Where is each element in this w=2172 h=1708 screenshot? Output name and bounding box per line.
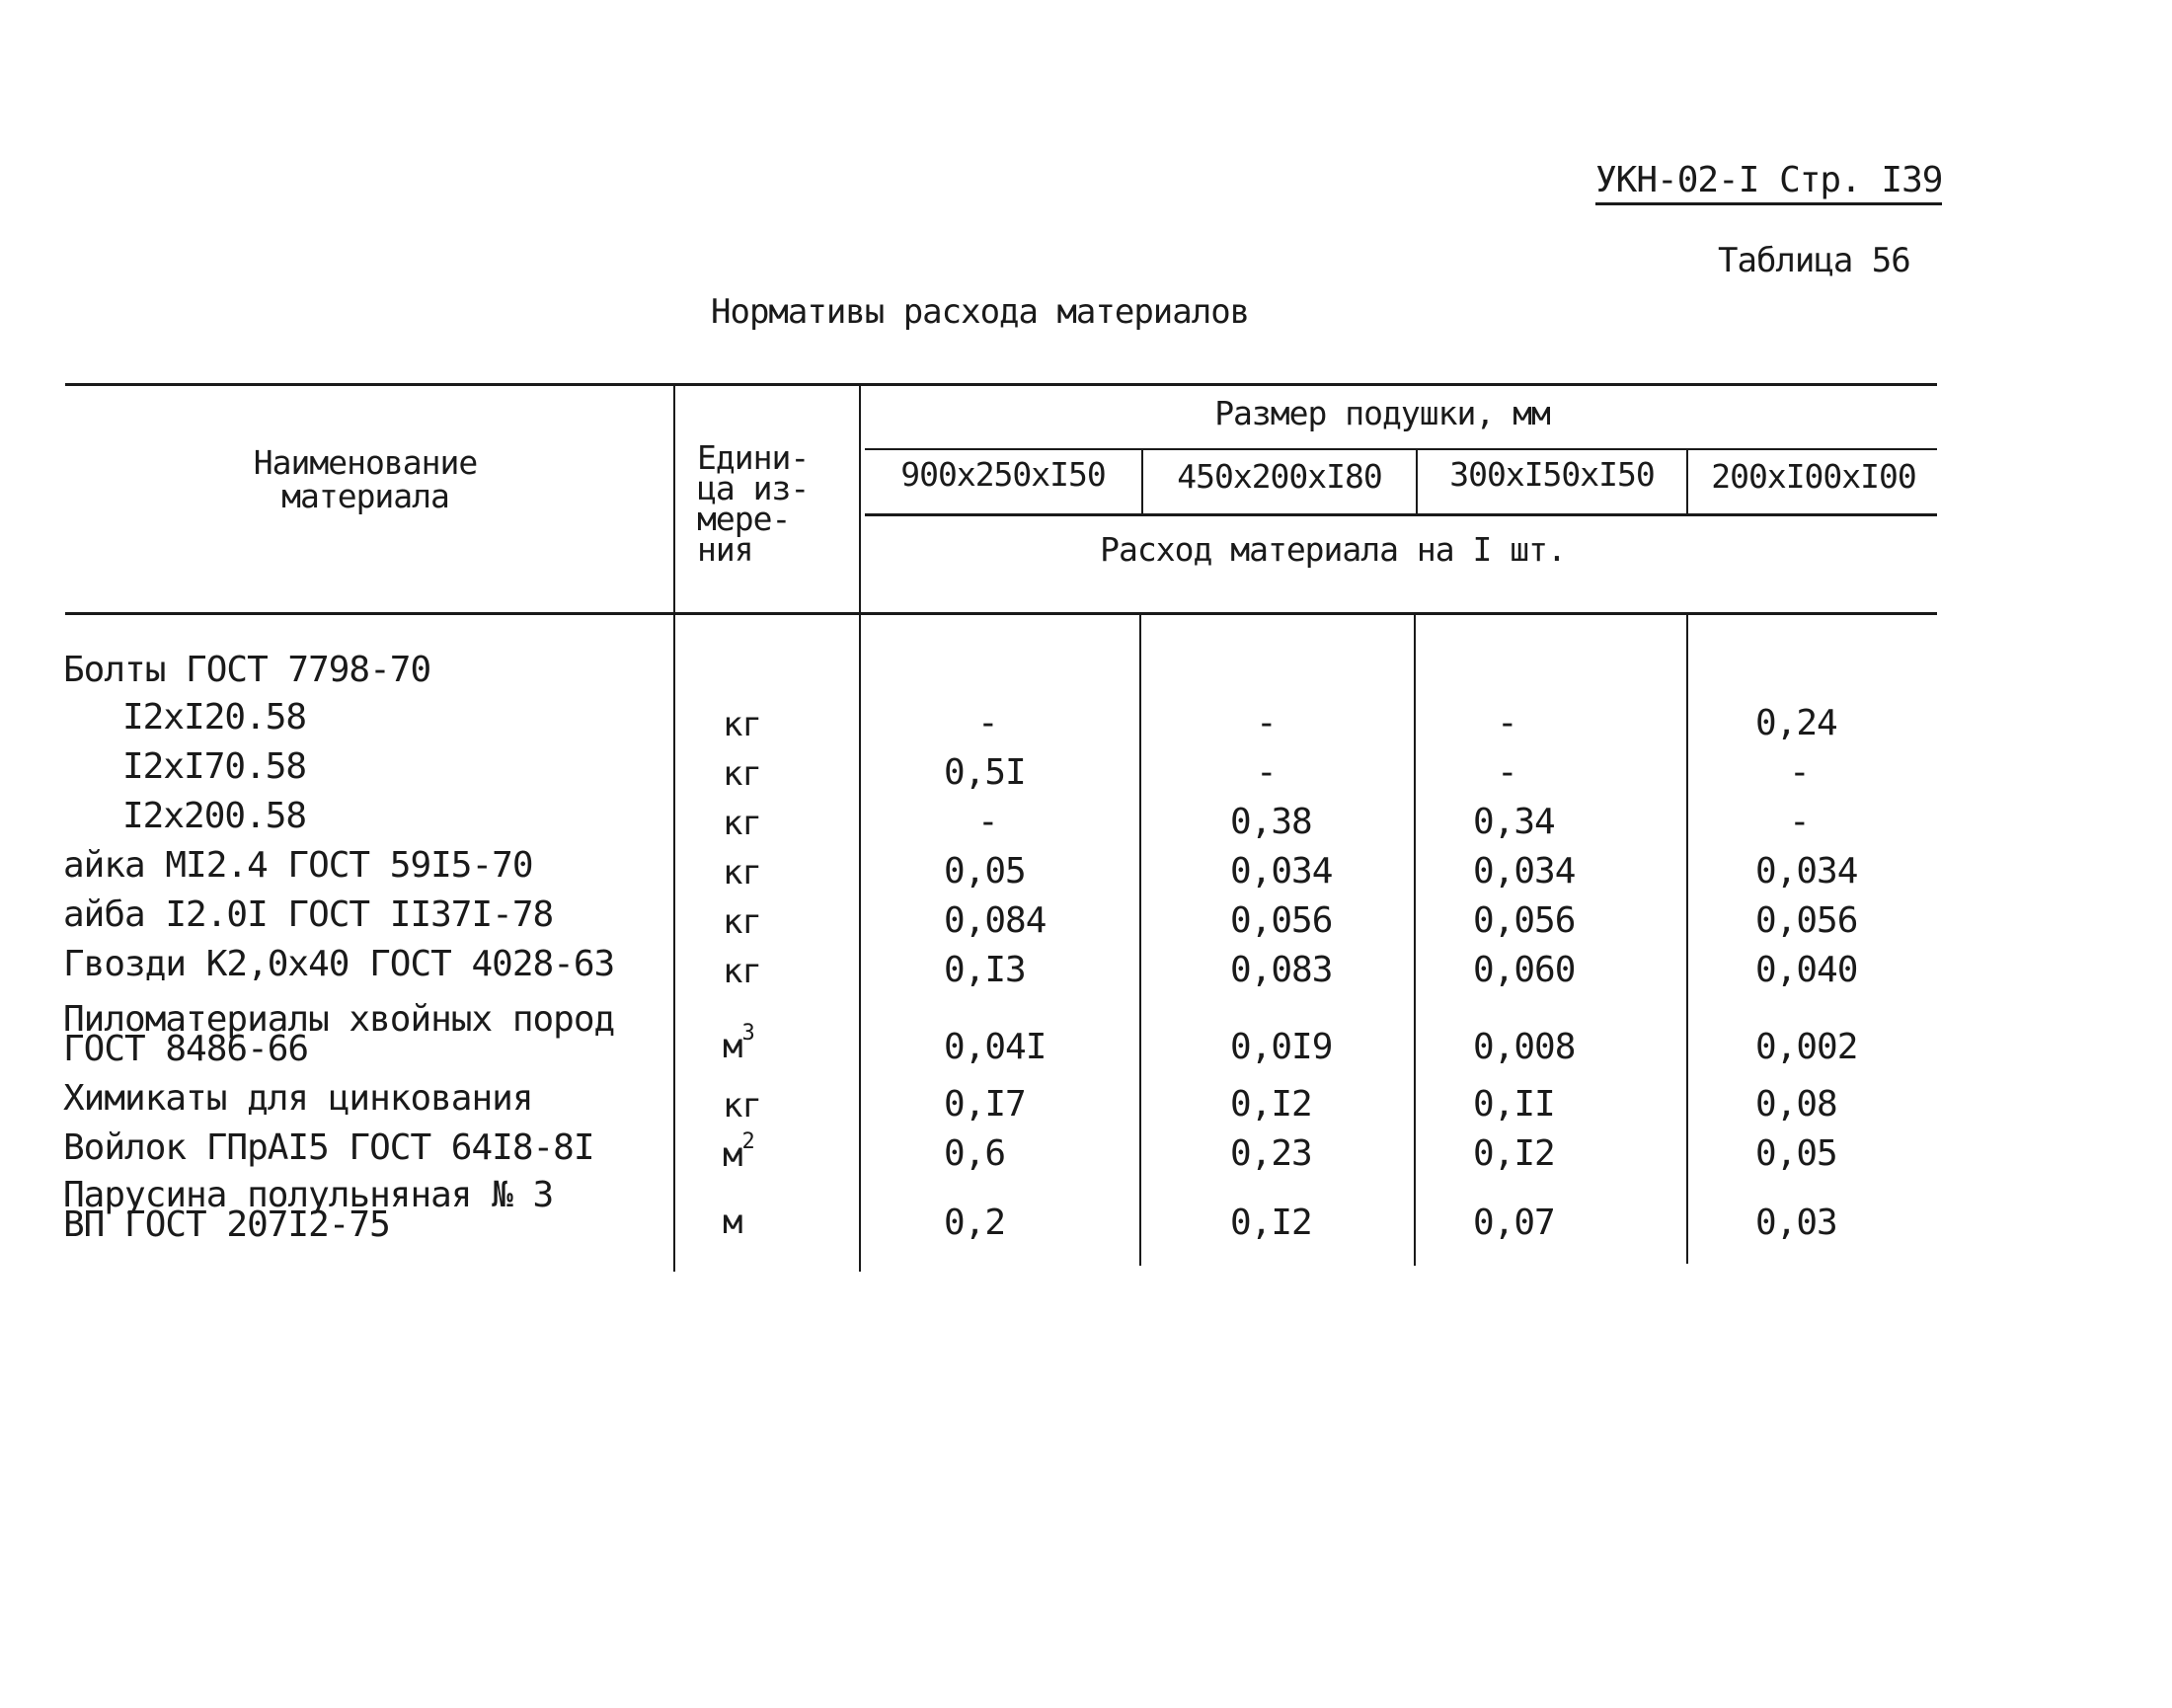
row-material-name: Химикаты для цинкования — [63, 1078, 533, 1119]
value-cell-col-1: - — [977, 802, 998, 842]
row-unit — [723, 952, 761, 991]
value-cell-col-4: 0,002 — [1755, 1027, 1858, 1067]
value-cell-col-1: 0,I7 — [944, 1084, 1026, 1125]
value-cell-col-1: 0,5I — [944, 752, 1026, 793]
unit-symbol: кг — [723, 1086, 761, 1126]
value-cell-col-4: - — [1789, 752, 1810, 793]
row-material-name: Парусина полульняная № 3 ВП ГОСТ 207I2-75 — [63, 1175, 554, 1245]
row-material-name: айка MI2.4 ГОСТ 59I5-70 — [63, 845, 533, 886]
unit-symbol: кг — [723, 804, 761, 843]
value-cell-col-3: - — [1497, 752, 1517, 793]
row-unit — [723, 754, 761, 794]
row-material-name: Гвозди K2,0x40 ГОСТ 4028-63 — [63, 944, 615, 984]
unit-symbol: кг — [723, 952, 761, 991]
value-cell-col-2: - — [1256, 752, 1277, 793]
divider-unit-values — [859, 383, 861, 1272]
value-cell-col-4: 0,24 — [1755, 703, 1837, 743]
row-unit — [723, 1086, 761, 1126]
value-cell-col-2: 0,38 — [1230, 802, 1312, 842]
unit-symbol: кг — [723, 902, 761, 942]
unit-exponent: 3 — [741, 1021, 754, 1046]
value-cell-col-4: 0,03 — [1755, 1203, 1837, 1243]
value-cell-col-3: 0,I2 — [1473, 1133, 1555, 1174]
header-size-3: 300xI50xI50 — [1449, 455, 1655, 494]
unit-symbol: м — [723, 1027, 742, 1066]
value-cell-col-2: 0,23 — [1230, 1133, 1312, 1174]
row-unit — [723, 804, 761, 843]
row-unit — [723, 1021, 754, 1066]
unit-symbol: кг — [723, 853, 761, 893]
table-top-rule — [65, 383, 1937, 386]
row-material-name: Пиломатериалы хвойных пород ГОСТ 8486-66 — [63, 999, 615, 1069]
value-cell-col-1: 0,6 — [944, 1133, 1006, 1174]
row-material-name: I2xI20.58 — [122, 697, 307, 738]
row-material-name: айба I2.0I ГОСТ II37I-78 — [63, 894, 554, 935]
divider-col3-col4 — [1686, 612, 1688, 1264]
row-material-name: I2xI70.58 — [122, 746, 307, 787]
value-cell-col-2: 0,034 — [1230, 851, 1333, 892]
value-cell-col-3: 0,II — [1473, 1084, 1555, 1125]
row-unit — [723, 902, 761, 942]
header-size-4: 200xI00xI00 — [1711, 457, 1916, 496]
value-cell-col-3: 0,060 — [1473, 950, 1576, 990]
value-cell-col-1: 0,04I — [944, 1027, 1047, 1067]
value-cell-col-4: - — [1789, 802, 1810, 842]
row-material-name: I2x200.58 — [122, 796, 307, 836]
value-cell-col-1: 0,084 — [944, 900, 1047, 941]
value-cell-col-2: 0,083 — [1230, 950, 1333, 990]
row-material-name: Болты ГОСТ 7798-70 — [63, 650, 431, 690]
value-cell-col-3: 0,034 — [1473, 851, 1576, 892]
value-cell-col-4: 0,040 — [1755, 950, 1858, 990]
value-cell-col-1: - — [977, 703, 998, 743]
row-unit — [723, 1203, 741, 1242]
value-cell-col-4: 0,05 — [1755, 1133, 1837, 1174]
value-cell-col-2: 0,I2 — [1230, 1203, 1312, 1243]
value-cell-col-3: - — [1497, 703, 1517, 743]
value-cell-col-4: 0,08 — [1755, 1084, 1837, 1125]
unit-symbol: кг — [723, 754, 761, 794]
unit-symbol: м — [723, 1135, 742, 1175]
value-cell-col-1: 0,05 — [944, 851, 1026, 892]
divider-col2-col3 — [1414, 612, 1416, 1266]
sizes-top-rule — [865, 448, 1937, 450]
divider-col1-col2 — [1139, 612, 1141, 1266]
header-size-group: Размер подушки, мм — [1214, 394, 1550, 432]
value-cell-col-1: 0,2 — [944, 1203, 1006, 1243]
value-cell-col-3: 0,34 — [1473, 802, 1555, 842]
value-cell-col-4: 0,034 — [1755, 851, 1858, 892]
header-size-2: 450x200xI80 — [1177, 457, 1382, 496]
table-number: Таблица 56 — [1718, 241, 1910, 280]
document-reference: УКН-02-I Стр. I39 — [1595, 160, 1942, 205]
value-cell-col-2: 0,0I9 — [1230, 1027, 1333, 1067]
sizes-bottom-rule — [865, 513, 1937, 516]
table-title: Нормативы расхода материалов — [711, 292, 1250, 332]
header-name-column: Наименование материала — [253, 443, 478, 515]
value-cell-col-3: 0,056 — [1473, 900, 1576, 941]
row-unit — [723, 705, 761, 744]
value-cell-col-2: 0,I2 — [1230, 1084, 1312, 1125]
value-cell-col-2: - — [1256, 703, 1277, 743]
header-unit-column: Едини- ца из- мере- ния — [697, 438, 810, 569]
unit-symbol: м — [723, 1203, 742, 1242]
unit-exponent: 2 — [741, 1129, 754, 1154]
unit-symbol: кг — [723, 705, 761, 744]
row-unit — [723, 853, 761, 893]
value-cell-col-4: 0,056 — [1755, 900, 1858, 941]
value-cell-col-3: 0,07 — [1473, 1203, 1555, 1243]
value-cell-col-1: 0,I3 — [944, 950, 1026, 990]
divider-name-unit — [673, 383, 675, 1272]
header-size-1: 900x250xI50 — [900, 455, 1106, 494]
header-consumption: Расход материала на I шт. — [1100, 530, 1566, 569]
header-bottom-rule — [65, 612, 1937, 615]
value-cell-col-3: 0,008 — [1473, 1027, 1576, 1067]
row-unit — [723, 1129, 754, 1175]
value-cell-col-2: 0,056 — [1230, 900, 1333, 941]
row-material-name: Войлок ГПрАI5 ГОСТ 64I8-8I — [63, 1127, 594, 1168]
